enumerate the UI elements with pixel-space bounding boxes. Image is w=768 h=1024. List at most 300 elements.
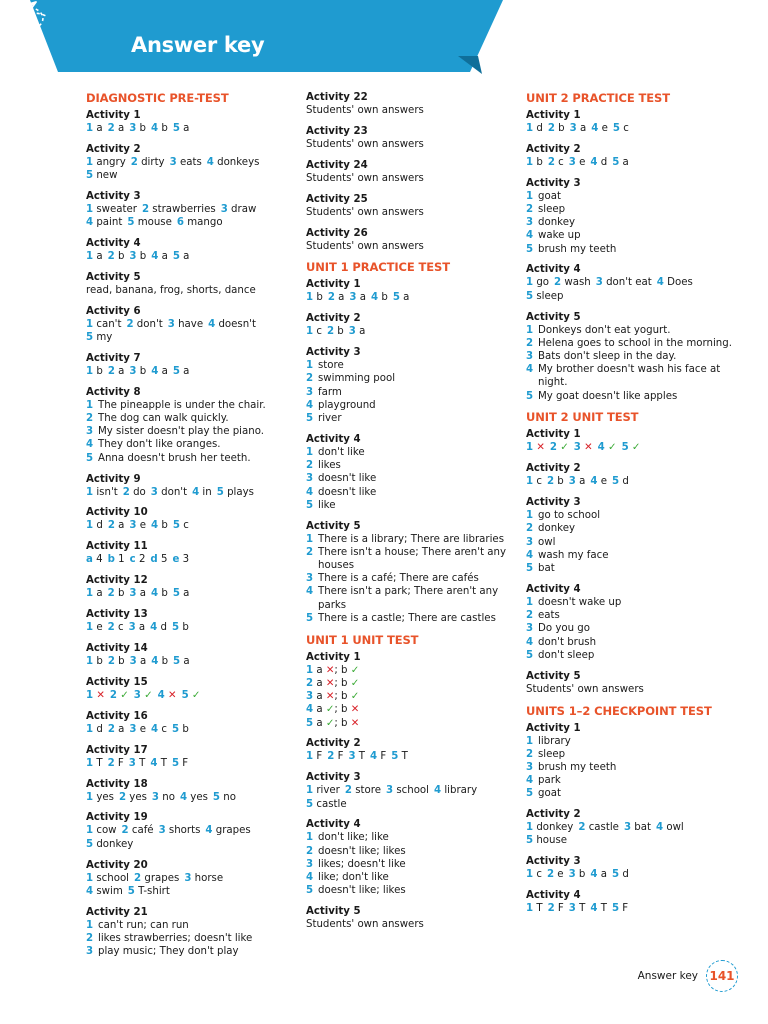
answer-line [86,331,301,344]
answer-text: Students' own answers [526,683,644,695]
answer-item [86,452,301,465]
activity-block [526,109,741,135]
answer-value: c [623,123,629,134]
answer-value: Do you go [538,623,590,635]
answer-value: c [316,326,322,338]
answer-value: angry [96,156,126,168]
activity-title: Activity 24 [306,159,368,171]
answer-number: 3 [526,623,534,635]
activity-title: Activity 2 [86,143,141,155]
answer-item [526,350,741,363]
answer-number: 2 [327,751,335,763]
answer-value: wash [564,277,591,289]
activity-title: Activity 15 [86,676,148,688]
answer-value: doesn't wake up [538,596,622,608]
answer-number: 2 [526,337,534,349]
answer-number: 2 [526,523,534,535]
answer-number: 5 [611,476,620,488]
answer-value: cow [96,825,117,837]
answer-value: bat [634,822,651,834]
answer-line: 2 a ✕; b ✓ [306,677,360,689]
activity-block [86,906,301,959]
answer-value: a [183,123,190,134]
answer-value: sleep [538,203,566,215]
answer-number: 4 [590,869,598,881]
page-footer [638,960,738,992]
answer-line [86,824,301,837]
answer-value: don't [161,486,188,498]
answer-value: e [600,476,607,488]
answer-number: 2 [130,156,138,168]
answer-number: 3 [526,217,534,229]
answer-value: castle [588,822,619,834]
footer-label: Answer key [637,970,698,982]
answer-value: e [96,622,103,634]
answer-number: 4 [526,636,534,648]
activity-block [526,722,741,801]
answer-number: 3 [385,785,394,797]
answer-line: 5 a ✓; b ✕ [306,717,360,729]
answer-number: 2 [306,460,314,472]
answer-number: 2 [122,486,130,498]
activity-title: Activity 5 [526,670,581,682]
header-banner [0,0,768,100]
answer-value: d [536,123,543,134]
answer-number: 1 [526,190,534,202]
answer-value: b [182,723,189,735]
section-heading: UNITS 1–2 CHECKPOINT TEST [526,703,712,718]
answer-line [86,203,301,216]
banner-shape [0,0,768,100]
cross-icon: ✕ [325,677,335,689]
answer-item [306,546,521,572]
activity-block [526,428,741,454]
answer-number: 3 [526,761,534,773]
activity-title: Activity 11 [86,541,148,553]
answer-item [526,761,741,774]
answer-number: 1 [526,510,534,522]
answer-number: 1 [526,596,534,608]
answer-number: 3 [569,123,577,134]
activity-title: Activity 4 [526,583,581,595]
answer-number: 1 [86,123,94,134]
answer-number: 3 [348,326,356,338]
answer-number: 1 [306,664,314,676]
answer-value: F [557,903,564,915]
answer-item [306,871,521,884]
answer-number: 4 [656,822,664,834]
answer-number: 5 [526,835,534,847]
answer-line: 3 a ✕; b ✓ [306,691,360,703]
answer-number: 4 [590,903,598,915]
answer-value: doesn't like; likes [318,885,406,897]
answer-number: 2 [107,123,115,134]
activity-block [306,91,521,117]
activity-block [306,433,521,512]
answer-number: 1 [526,156,534,168]
activity-title: Activity 25 [306,193,368,205]
answer-value: sweater [96,203,137,215]
answer-number: 3 [129,520,137,532]
answer-line [86,689,301,702]
answer-value: d [600,156,608,168]
activity-title: Activity 5 [86,271,141,283]
activity-block [86,676,301,702]
answer-number: 2 [141,203,150,215]
activity-title: Activity 8 [86,386,141,398]
answer-number: 1 [86,365,94,377]
answer-number: 1 [86,203,94,215]
answer-value: b [117,251,125,263]
answer-number: 2 [546,869,555,881]
answer-number: 3 [129,123,137,134]
answer-number: 4 [590,156,598,168]
answer-value: Anna doesn't brush her teeth. [98,452,251,464]
answer-value: d [96,723,103,735]
answer-number: 1 [526,822,534,834]
answer-value: b [139,251,147,263]
activity-block [526,311,741,403]
answer-number: 1 [306,785,314,797]
answer-number: 2 [306,373,314,385]
answer-value: like [318,499,336,511]
answer-number: 5 [611,869,620,881]
answer-value: c [183,520,189,532]
answer-number: 2 [107,723,115,735]
answer-item [526,203,741,216]
answer-item [526,562,741,575]
tick-icon: ✓ [120,689,129,701]
answer-item [306,884,521,897]
answer-value: b [381,292,388,304]
activity-title: Activity 3 [526,497,581,509]
activity-block [526,670,741,696]
answer-number: 2 [107,520,115,532]
answer-value: sleep [536,290,564,302]
activity-block [526,583,741,662]
answer-value: Does [667,277,693,289]
activity-block [306,312,521,338]
answer-line [86,122,301,135]
answer-number: 4 [590,476,598,488]
answer-number: 4 [526,364,534,376]
answer-value: b [536,156,543,168]
activity-block [86,506,301,532]
answer-value: swimming pool [318,373,396,385]
answer-value: library [444,785,478,797]
answer-number: 5 [306,612,314,624]
answer-value: mouse [137,217,172,229]
activity-block [306,651,521,730]
answer-line [86,621,301,634]
answer-number: 1 [86,689,94,701]
answer-number: 3 [623,822,632,834]
activity-block [526,177,741,256]
answer-number: 5 [306,798,314,810]
answer-value: T [579,903,586,915]
answer-value: eats [538,610,560,622]
answer-value: a [96,588,103,600]
answer-value: c [161,723,167,735]
answer-value: go [536,277,550,289]
answer-value: a [579,476,586,488]
answer-number: 5 [171,757,180,769]
answer-value: d [160,622,167,634]
answer-number: 3 [129,723,137,735]
answer-value: wash my face [538,549,609,561]
answer-text: Students' own answers [306,919,424,931]
answer-item [86,945,301,958]
answer-number: 1 [306,533,314,545]
activity-block [86,574,301,600]
answer-number: 2 [547,156,555,168]
answer-number: 4 [192,486,200,498]
answer-value: owl [666,822,684,834]
answer-line [86,791,301,804]
answer-item [86,438,301,451]
answer-number: 1 [306,832,314,844]
answer-number: 2 [547,123,555,134]
answer-number: 4 [371,292,379,304]
answer-item [526,509,741,522]
activity-block [306,905,521,931]
activity-title: Activity 16 [86,710,148,722]
answer-value: doesn't [218,318,256,330]
answer-value: a [117,123,125,134]
answer-value: yes [190,791,208,803]
tick-icon: ✓ [560,442,569,454]
answer-value: b [96,365,103,377]
answer-value: My goat doesn't like apples [538,390,678,402]
answer-number: 1 [86,399,94,411]
answer-number: 3 [151,791,159,803]
activity-block [86,778,301,804]
answer-number: 3 [306,386,314,398]
activity-title: Activity 5 [306,906,361,918]
section-heading: UNIT 1 PRACTICE TEST [306,260,450,275]
answer-number: 4 [151,365,159,377]
activity-block [86,305,301,344]
answer-value: a [96,251,103,263]
answer-text: Students' own answers [306,172,424,184]
answer-value: school [396,785,429,797]
answer-value: F [182,757,189,769]
answer-number: 5 [86,170,94,182]
answer-value: a [139,656,147,667]
answer-number: 4 [591,123,599,134]
answer-value: b [117,588,125,600]
answer-number: 4 [205,825,213,837]
answer-value: Donkeys don't eat yogurt. [538,324,671,336]
answer-value: a [579,123,587,134]
activity-title: Activity 3 [526,177,581,189]
answer-number: 2 [306,845,314,857]
answer-value: store [355,785,381,797]
answer-number: 3 [595,277,603,289]
answer-number: 2 [107,251,115,263]
answer-item [86,932,301,945]
answer-value: a [403,292,410,304]
section-heading: UNIT 1 UNIT TEST [306,632,419,647]
answer-line [86,655,301,668]
answer-value: don't [136,318,163,330]
answer-number: 5 [391,751,399,763]
answer-number: 5 [392,292,400,304]
answer-number: 3 [128,622,136,634]
activity-title: Activity 2 [306,313,361,325]
activity-title: Activity 5 [526,311,581,323]
cross-icon: ✕ [536,442,545,454]
answer-number: 5 [306,885,314,897]
answer-value: 3 [182,554,190,566]
activity-title: Activity 1 [86,110,141,121]
answer-value: F [622,903,629,915]
answer-item [526,522,741,535]
answer-number: 4 [526,775,534,787]
activity-title: Activity 3 [86,190,141,202]
answer-item [526,774,741,787]
answer-number: 4 [151,123,159,134]
answer-value: b [161,588,168,600]
answer-value: goat [538,788,561,800]
answer-number: 1 [306,292,314,304]
answer-value: eats [179,156,202,168]
activity-block [86,352,301,378]
activity-block [86,473,301,499]
answer-number: 3 [169,156,177,168]
answer-value: donkey [538,523,575,535]
answer-value: a [600,869,607,881]
answer-number: 3 [86,426,94,438]
answer-item [306,533,521,546]
answer-value: F [117,757,124,769]
answer-value: e [601,123,608,134]
answer-line [86,519,301,532]
answer-number: 2 [126,318,134,330]
tick-icon: ✓ [325,704,335,716]
answer-number: 4 [208,318,216,330]
answer-value: a [338,292,345,304]
answer-number: 5 [612,156,620,168]
answer-value: donkey [536,822,574,834]
answer-line: 1 a ✕; b ✓ [306,664,360,676]
activity-block [526,496,741,575]
answer-value: park [538,775,561,787]
answer-number: 5 [172,123,180,134]
activity-block [86,386,301,465]
answer-value: b [139,123,146,134]
answer-line [306,291,521,304]
answer-text: Students' own answers [306,240,424,252]
answer-number: 1 [526,277,534,289]
answer-value: donkeys [217,156,260,168]
answer-value: T [600,903,607,915]
answer-number: c [129,554,136,566]
answer-item [306,472,521,485]
answer-number: 3 [306,573,314,585]
answer-value: brush my teeth [538,761,617,773]
answer-number: a [86,554,93,566]
activity-title: Activity 13 [86,609,148,621]
answer-number: 5 [306,413,314,425]
activity-title: Activity 6 [86,305,141,317]
answer-value: e [579,156,586,168]
answer-line [86,872,301,885]
answer-line [86,486,301,499]
answer-value: strawberries [152,203,216,215]
answer-item [306,372,521,385]
answer-number: 4 [526,549,534,561]
answer-number: 4 [150,622,158,634]
answer-value: donkey [96,838,134,850]
answer-number: 3 [129,656,137,667]
answer-line [86,365,301,378]
answer-value: shorts [168,825,201,837]
answer-value: b [558,123,565,134]
answer-value: e [139,723,147,735]
activity-title: Activity 2 [306,738,361,750]
tick-icon: ✓ [631,442,641,454]
activity-title: Activity 1 [306,651,361,663]
answer-number: 3 [128,757,136,769]
activity-block [86,811,301,850]
answer-value: T [160,757,167,769]
answer-item [306,845,521,858]
answer-value: F [337,751,344,763]
answer-value: isn't [96,486,118,498]
answer-number: 4 [86,439,94,451]
answer-number: 3 [526,536,534,548]
answer-value: c [117,622,124,634]
answer-value: a [118,520,125,532]
answer-number: 3 [86,946,94,958]
answer-number: 3 [220,203,228,215]
answer-item [86,425,301,438]
answer-line [86,318,301,331]
answer-number: 3 [150,486,158,498]
answer-number: 2 [107,622,115,634]
answer-number: 2 [134,872,142,884]
answer-line [86,156,301,169]
cross-icon: ✕ [584,442,593,454]
answer-value: doesn't like [318,473,377,485]
answer-number: 3 [167,318,175,330]
answer-line [306,325,521,338]
answer-number: 1 [86,757,94,769]
answer-value: b [161,656,169,667]
answer-value: a [161,365,168,377]
answer-line [526,475,741,488]
answer-value: T [96,757,103,769]
answer-line [526,868,741,881]
answer-value: yes [129,791,147,803]
activity-title: Activity 4 [86,238,141,250]
answer-line [526,156,741,169]
activity-title: Activity 1 [306,279,361,291]
answer-number: e [172,554,180,566]
answer-value: wake up [538,230,581,242]
answer-number: 1 [86,520,94,532]
answer-line [86,723,301,736]
answer-item [526,363,741,389]
tick-icon: ✓ [350,691,360,703]
activity-block [526,808,741,847]
answer-number: 5 [306,717,314,729]
activity-title: Activity 9 [86,473,141,485]
answer-item [526,609,741,622]
answer-value: play music; They don't play [98,946,239,958]
answer-value: a [183,365,190,377]
